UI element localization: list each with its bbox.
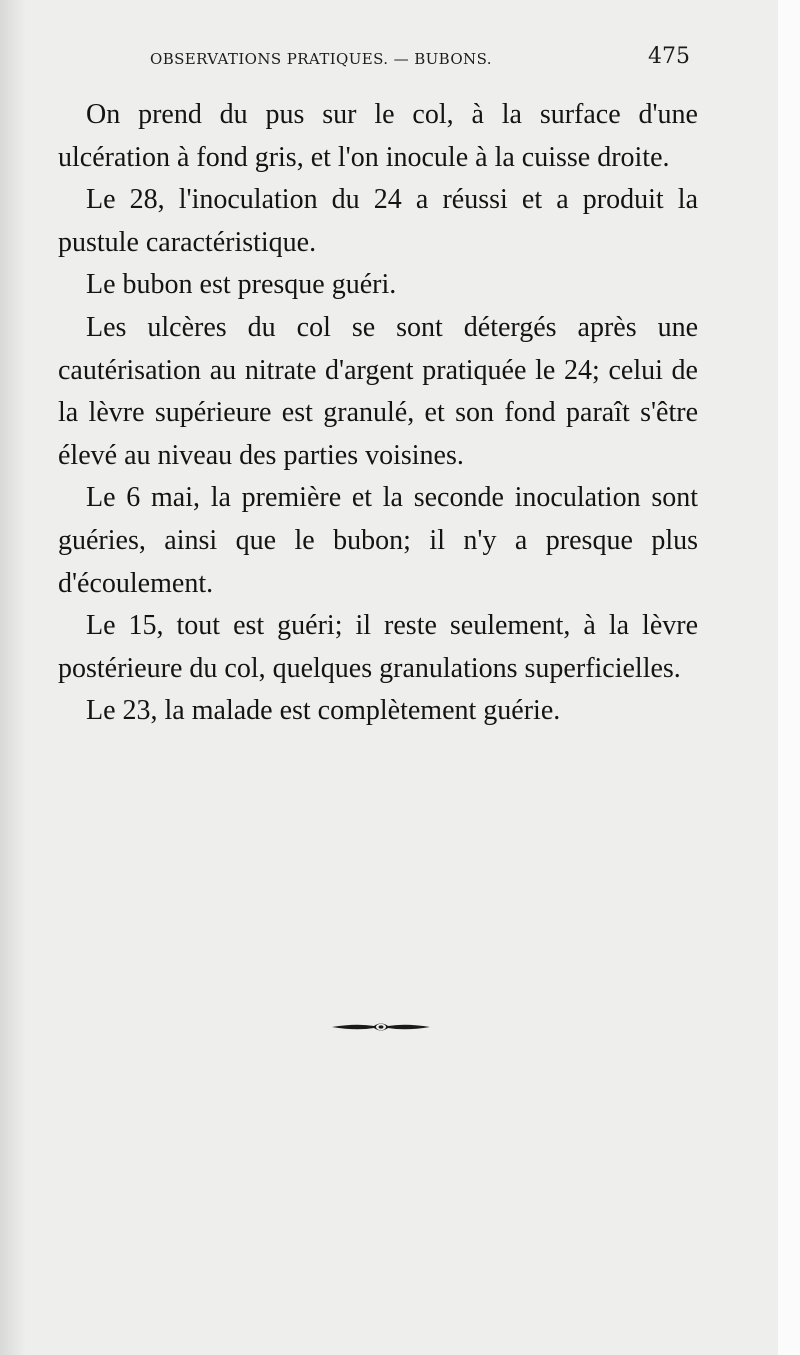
page-header (150, 44, 690, 78)
page-number: 475 (648, 44, 690, 69)
paragraph: Le 15, tout est guéri; il reste seulement, à la lèvre postérieure du col, quelques granulations superficielles. (58, 610, 698, 684)
paragraph: Le bubon est presque guéri. (86, 269, 397, 301)
paragraph: Le 28, l'inoculation du 24 a réussi et a produit la pustule caractéristique. (58, 184, 698, 258)
body-text (58, 94, 698, 733)
scan-margin (778, 0, 800, 1355)
running-head: OBSERVATIONS PRATIQUES. — BUBONS. (150, 50, 492, 68)
paragraph: Le 23, la malade est complètement guérie. (86, 695, 561, 727)
tail-piece-ornament-icon (330, 1020, 432, 1034)
paragraph: Le 6 mai, la première et la seconde inoculation sont guéries, ainsi que le bubon; il n'y a presque plus d'écoulement. (58, 482, 698, 599)
page-gutter-shadow (0, 0, 26, 1355)
paragraph: Les ulcères du col se sont détergés après une cautérisation au nitrate d'argent pratiquée le 24; celui de la lèvre supérieure est granulé, et son fond paraît s'être élevé au niveau des parties voisines. (58, 311, 698, 471)
paragraph: On prend du pus sur le col, à la surface d'une ulcération à fond gris, et l'on inocule à la cuisse droite. (58, 99, 698, 173)
